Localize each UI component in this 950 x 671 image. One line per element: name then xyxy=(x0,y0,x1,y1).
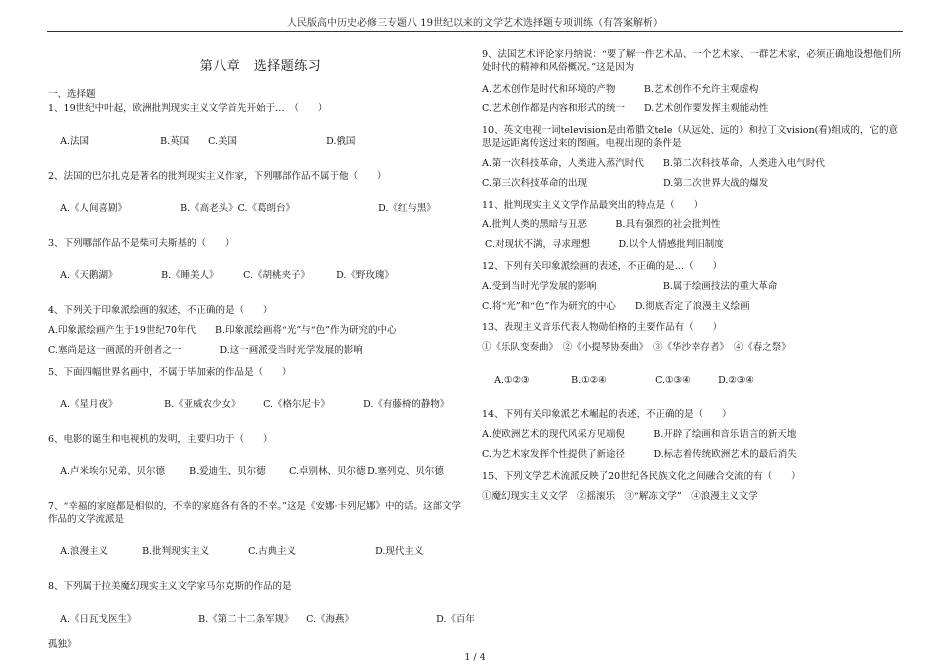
option-d: D.《有藤椅的静物》 xyxy=(363,399,450,411)
option-d: D.现代主义 xyxy=(375,546,424,558)
option-b: B.批判现实主义 xyxy=(142,546,210,558)
header-rule xyxy=(47,31,903,32)
option-bc: B.《高老头》C.《葛朗台》 xyxy=(180,203,296,215)
question-14-options-row1: A.使欧洲艺术的现代风采方见端倪 B.开辟了绘画和音乐语言的新天地 xyxy=(482,429,797,441)
question-9-options-row2: C.艺术创作都是内容和形式的统一 D.艺术创作要发挥主观能动性 xyxy=(482,103,769,115)
question-9-stem: 9、法国艺术评论家丹纳说：“要了解一件艺术品、一个艺术家、一群艺术家，必须正确地设想他们所处时代的精神和风俗概况。”这是因为 xyxy=(482,49,902,73)
question-15-stem: 15、下列文学艺术流派反映了20世纪各民族文化之间融合交流的有（ ） xyxy=(482,470,801,482)
question-13-stem: 13、表现主义音乐代表人物勋伯格的主要作品有（ ） xyxy=(482,322,723,334)
question-6-options xyxy=(48,454,463,492)
option-a: A.法国 xyxy=(60,135,89,147)
option-b: B.《第二十二条军规》 xyxy=(198,613,294,625)
option-c: C.《胡桃夹子》 xyxy=(243,270,311,282)
option-c: C.美国 xyxy=(208,135,238,147)
question-10-options-row2: C.第三次科技革命的出现 D.第二次世界大战的爆发 xyxy=(482,177,769,189)
question-3-options xyxy=(48,258,463,296)
question-12-options-row2: C.将“光”和“色”作为研究的中心 D.彻底否定了浪漫主义绘画 xyxy=(482,300,750,312)
question-10-stem: 10、英文电视一词television是由希腊文tele（从远处、远的）和拉丁文vision(看)组成的，它的意思是远距离传送过来的图画。电视出现的条件是 xyxy=(482,125,899,150)
question-1-stem: 1、19世纪中叶起，欧洲批判现实主义文学首先开始于… （ ） xyxy=(48,103,328,115)
option-d: D.塞列克、贝尔德 xyxy=(367,466,444,478)
question-14-stem: 14、下列有关印象派艺术崛起的表述，不正确的是（ ） xyxy=(482,409,732,421)
section-label: 一、选择题 xyxy=(48,88,96,100)
question-7-stem: 7、“幸福的家庭都是相似的，不幸的家庭各有各的不幸。”这是《安娜·卡列尼娜》中的话。这部文学作品的文学流派是 xyxy=(48,501,462,525)
option-a: A.①②③ xyxy=(494,374,530,386)
question-14-options-row2: C.为艺术家发挥个性提供了新途径 D.标志着传统欧洲艺术的最后消失 xyxy=(482,449,797,461)
question-4-options-row2: C.塞尚是这一画派的开创者之一 D.这一画派受当时光学发展的影响 xyxy=(48,344,363,356)
question-4-stem: 4、下列关于印象派绘画的叙述，不正确的是（ ） xyxy=(48,305,273,317)
option-d: D.《百年 xyxy=(436,613,475,625)
page-number: 1 / 4 xyxy=(464,652,486,663)
question-10-options-row1: A.第一次科技革命，人类进入蒸汽时代 B.第二次科技革命，人类进入电气时代 xyxy=(482,157,825,169)
question-6-stem: 6、电影的诞生和电视机的发明，主要归功于（ ） xyxy=(48,433,273,445)
option-c: C.古典主义 xyxy=(248,546,297,558)
option-a: A.《日瓦戈医生》 xyxy=(60,613,137,625)
option-b: B.①②④ xyxy=(571,374,607,386)
question-13-options xyxy=(482,362,902,400)
question-4-options-row1: A.印象派绘画产生于19世纪70年代 B.印象派绘画将“光”与“色”作为研究的中心 xyxy=(48,324,397,336)
option-b: B.英国 xyxy=(160,135,190,147)
option-b: B.《睡美人》 xyxy=(161,270,219,282)
option-a: A.《星月夜》 xyxy=(60,399,118,411)
question-13-items: ①《乐队变奏曲》 ②《小提琴协奏曲》 ③《华沙幸存者》 ④《春之祭》 xyxy=(482,342,791,354)
option-b: B.《亚威农少女》 xyxy=(164,399,241,411)
question-1-options xyxy=(48,123,463,161)
question-2-options xyxy=(48,190,463,228)
question-12-options-row1: A.受到当时光学发展的影响 B.属于绘画技法的重大革命 xyxy=(482,280,778,292)
question-15-items: ①魔幻现实主义文学 ②摇滚乐 ③“解冻文学” ④浪漫主义文学 xyxy=(482,490,758,502)
left-column xyxy=(48,58,475,652)
question-8-stem: 8、下列属于拉美魔幻现实主义文学家马尔克斯的作品的是 xyxy=(48,581,292,593)
option-c: C.卓别林、贝尔德 xyxy=(289,466,366,478)
option-c: C.①③④ xyxy=(655,374,691,386)
question-11-options-row1: A.批判人类的黑暗与丑恶 B.具有强烈的社会批判性 xyxy=(482,219,721,231)
question-2-stem: 2、法国的巴尔扎克是著名的批判现实主义作家，下列哪部作品不属于他（ ） xyxy=(48,170,387,182)
option-c: C.《海燕》 xyxy=(306,613,355,625)
option-d: D.《红与黑》 xyxy=(378,203,436,215)
right-column xyxy=(482,49,902,504)
option-d: D.俄国 xyxy=(326,135,356,147)
option-d: D.《野玫瑰》 xyxy=(336,270,394,282)
option-d: D.②③④ xyxy=(718,374,754,386)
question-8-options xyxy=(48,601,475,639)
question-3-stem: 3、下列哪部作品不是柴可夫斯基的（ ） xyxy=(48,237,235,249)
question-11-stem: 11、批判现实主义文学作品最突出的特点是（ ） xyxy=(482,199,704,211)
option-c: C.《格尔尼卡》 xyxy=(263,399,331,411)
question-9-options-row1: A.艺术创作是时代和环境的产物 B.艺术创作不允许主观虚构 xyxy=(482,83,759,95)
question-8-option-d-wrap: 孤独》 xyxy=(48,639,77,651)
chapter-title: 第八章 选择题练习 xyxy=(199,59,322,74)
question-7-options xyxy=(48,534,463,572)
option-a: A.浪漫主义 xyxy=(60,546,108,558)
option-a: A.《人间喜剧》 xyxy=(60,203,127,215)
question-11-options-row2: C.对现状不满，寻求理想 D.以个人情感批判旧制度 xyxy=(482,239,724,251)
option-a: A.卢米埃尔兄弟、贝尔德 xyxy=(60,466,165,478)
question-5-stem: 5、下面四幅世界名画中，不属于毕加索的作品是（ ） xyxy=(48,366,292,378)
page-header: 人民版高中历史必修三专题八 19世纪以来的文学艺术选择题专项训练（有答案解析） xyxy=(287,18,663,29)
question-5-options xyxy=(48,386,463,424)
question-12-stem: 12、下列有关印象派绘画的表述，不正确的是…（ ） xyxy=(482,260,723,272)
option-b: B.爱迪生、贝尔德 xyxy=(189,466,266,478)
option-a: A.《天鹅湖》 xyxy=(60,270,118,282)
